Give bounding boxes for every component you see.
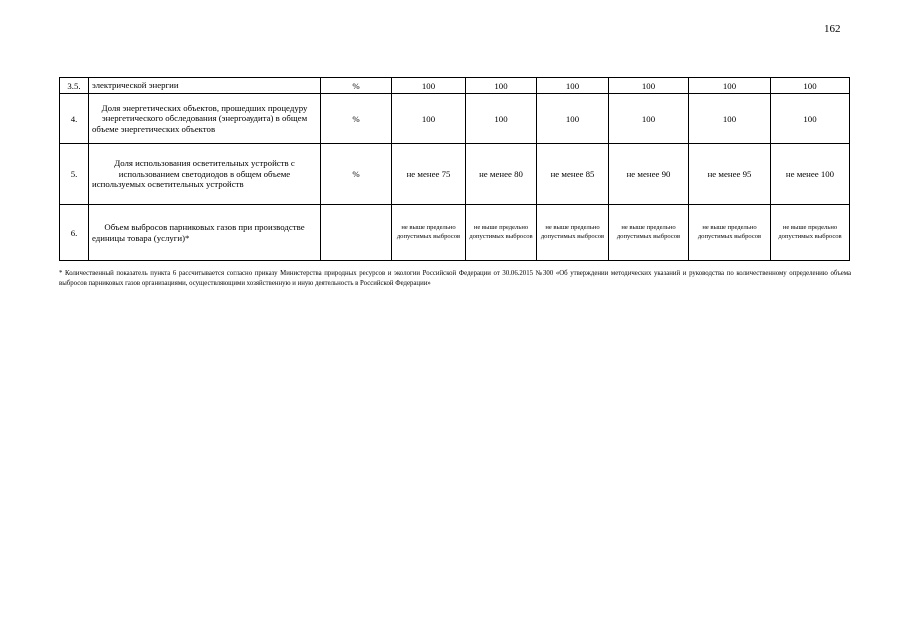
indicator-name: электрической энергии — [89, 78, 321, 94]
value-cell: 100 — [537, 78, 609, 94]
unit-cell: % — [321, 94, 392, 144]
unit-cell — [321, 205, 392, 261]
value-cell: 100 — [609, 94, 689, 144]
value-cell: не выше предельно допустимых выбросов — [466, 205, 537, 261]
value-cell: 100 — [609, 78, 689, 94]
row-number: 5. — [60, 144, 89, 205]
footnote: * Количественный показатель пункта 6 рассчитывается согласно приказу Министерства природных ресурсов и экологии Российской Федерации от 30.06.2015 №300 «Об утверждении методических указаний и руководства по количественному определению объема выбросов парниковых газов организациями, осуществляющими хозяйственную и иную деятельность в Российской Федерации» — [59, 270, 851, 287]
table-row — [60, 205, 850, 261]
value-cell: не выше предельно допустимых выбросов — [392, 205, 466, 261]
value-cell: 100 — [689, 94, 771, 144]
value-cell: 100 — [392, 78, 466, 94]
indicator-name: Доля энергетических объектов, прошедших процедуру энергетического обследования (энергоаудита) в общем объеме энергетических объектов — [89, 94, 321, 144]
row-number: 3.5. — [60, 78, 89, 94]
unit-cell: % — [321, 78, 392, 94]
value-cell: 100 — [771, 94, 850, 144]
value-cell: не выше предельно допустимых выбросов — [537, 205, 609, 261]
indicator-name: Доля использования осветительных устройств с использованием светодиодов в общем объеме используемых осветительных устройств — [89, 144, 321, 205]
row-number: 4. — [60, 94, 89, 144]
value-cell: 100 — [466, 78, 537, 94]
value-cell: не менее 90 — [609, 144, 689, 205]
table-row — [60, 78, 850, 94]
value-cell: не выше предельно допустимых выбросов — [771, 205, 850, 261]
value-cell: не выше предельно допустимых выбросов — [689, 205, 771, 261]
value-cell: не менее 100 — [771, 144, 850, 205]
unit-cell: % — [321, 144, 392, 205]
value-cell: 100 — [392, 94, 466, 144]
value-cell: не менее 75 — [392, 144, 466, 205]
value-cell: 100 — [537, 94, 609, 144]
value-cell: 100 — [771, 78, 850, 94]
table-row — [60, 94, 850, 144]
indicator-name: Объем выбросов парниковых газов при производстве единицы товара (услуги)* — [89, 205, 321, 261]
page-number: 162 — [824, 23, 841, 35]
value-cell: не менее 80 — [466, 144, 537, 205]
indicators-table — [59, 77, 850, 261]
value-cell: не менее 85 — [537, 144, 609, 205]
value-cell: не выше предельно допустимых выбросов — [609, 205, 689, 261]
table-row — [60, 144, 850, 205]
value-cell: не менее 95 — [689, 144, 771, 205]
value-cell: 100 — [466, 94, 537, 144]
row-number: 6. — [60, 205, 89, 261]
value-cell: 100 — [689, 78, 771, 94]
